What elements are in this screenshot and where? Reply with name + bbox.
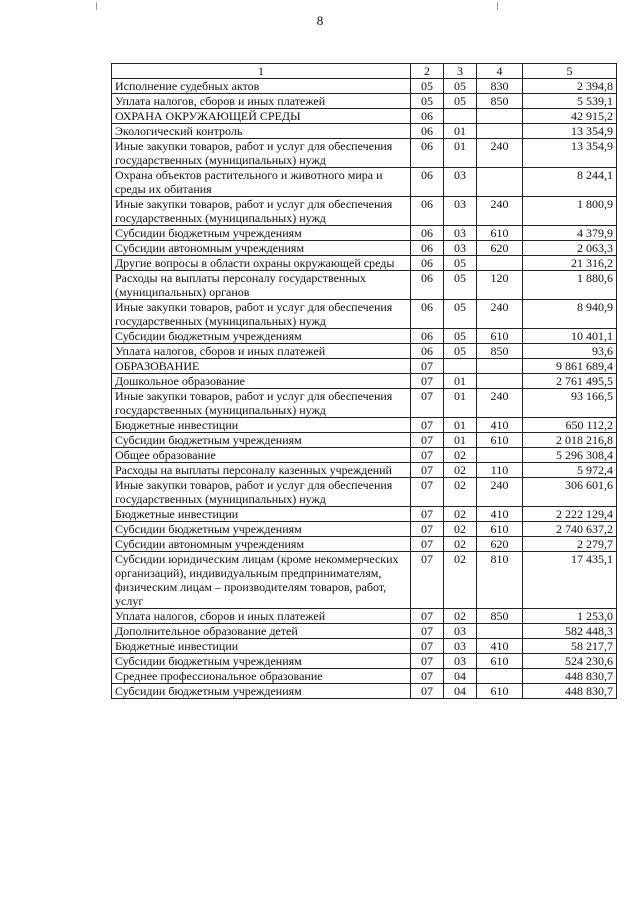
section-code-cell: 06 bbox=[411, 241, 444, 256]
amount-cell: 2 063,3 bbox=[523, 241, 617, 256]
section-code-cell: 07 bbox=[411, 609, 444, 624]
amount-cell: 2 222 129,4 bbox=[523, 507, 617, 522]
table-row bbox=[112, 654, 617, 669]
amount-cell: 1 880,6 bbox=[523, 271, 617, 300]
section-code-cell: 06 bbox=[411, 256, 444, 271]
section-code-cell: 06 bbox=[411, 139, 444, 168]
section-code-cell: 07 bbox=[411, 654, 444, 669]
table-row bbox=[112, 418, 617, 433]
section-code-cell: 07 bbox=[411, 418, 444, 433]
amount-cell: 2 740 637,2 bbox=[523, 522, 617, 537]
expense-type-code-cell: 410 bbox=[477, 418, 523, 433]
table-row bbox=[112, 389, 617, 418]
amount-cell: 2 394,8 bbox=[523, 79, 617, 94]
expense-type-code-cell: 410 bbox=[477, 507, 523, 522]
subsection-code-cell: 02 bbox=[444, 552, 477, 609]
item-name-cell: Среднее профессиональное образование bbox=[112, 669, 411, 684]
expense-type-code-cell: 850 bbox=[477, 609, 523, 624]
table-row bbox=[112, 639, 617, 654]
item-name-cell: Субсидии бюджетным учреждениям bbox=[112, 522, 411, 537]
amount-cell: 9 861 689,4 bbox=[523, 359, 617, 374]
amount-cell: 582 448,3 bbox=[523, 624, 617, 639]
amount-cell: 2 279,7 bbox=[523, 537, 617, 552]
subsection-code-cell: 02 bbox=[444, 448, 477, 463]
expense-type-code-cell bbox=[477, 109, 523, 124]
item-name-cell: Дополнительное образование детей bbox=[112, 624, 411, 639]
item-name-cell: Субсидии автономным учреждениям bbox=[112, 537, 411, 552]
item-name-cell: Бюджетные инвестиции bbox=[112, 639, 411, 654]
subsection-code-cell bbox=[444, 359, 477, 374]
expense-type-code-cell: 620 bbox=[477, 241, 523, 256]
header-row bbox=[112, 64, 617, 79]
table-row bbox=[112, 669, 617, 684]
subsection-code-cell: 01 bbox=[444, 374, 477, 389]
expense-type-code-cell bbox=[477, 669, 523, 684]
subsection-code-cell: 01 bbox=[444, 139, 477, 168]
subsection-code-cell: 03 bbox=[444, 624, 477, 639]
table-row bbox=[112, 300, 617, 329]
subsection-code-cell: 02 bbox=[444, 507, 477, 522]
table-row bbox=[112, 609, 617, 624]
amount-cell: 17 435,1 bbox=[523, 552, 617, 609]
item-name-cell: Иные закупки товаров, работ и услуг для обеспечения государственных (муниципальных) нужд bbox=[112, 197, 411, 226]
table-row bbox=[112, 359, 617, 374]
item-name-cell: Охрана объектов растительного и животного мира и среды их обитания bbox=[112, 168, 411, 197]
expense-type-code-cell: 240 bbox=[477, 139, 523, 168]
item-name-cell: Субсидии бюджетным учреждениям bbox=[112, 226, 411, 241]
section-code-cell: 07 bbox=[411, 389, 444, 418]
section-code-cell: 07 bbox=[411, 537, 444, 552]
table-row bbox=[112, 241, 617, 256]
item-name-cell: Бюджетные инвестиции bbox=[112, 418, 411, 433]
expense-type-code-cell bbox=[477, 624, 523, 639]
section-code-cell: 06 bbox=[411, 226, 444, 241]
expense-type-code-cell bbox=[477, 359, 523, 374]
subsection-code-cell: 04 bbox=[444, 669, 477, 684]
expense-type-code-cell: 850 bbox=[477, 344, 523, 359]
subsection-code-cell: 04 bbox=[444, 684, 477, 699]
table-row bbox=[112, 624, 617, 639]
subsection-code-cell: 05 bbox=[444, 329, 477, 344]
subsection-code-cell: 05 bbox=[444, 344, 477, 359]
section-code-cell: 05 bbox=[411, 94, 444, 109]
amount-cell: 448 830,7 bbox=[523, 669, 617, 684]
header-cell-1: 1 bbox=[112, 64, 411, 79]
section-code-cell: 07 bbox=[411, 684, 444, 699]
section-code-cell: 07 bbox=[411, 463, 444, 478]
header-cell-5: 5 bbox=[523, 64, 617, 79]
expense-type-code-cell: 110 bbox=[477, 463, 523, 478]
expense-type-code-cell: 610 bbox=[477, 329, 523, 344]
amount-cell: 5 539,1 bbox=[523, 94, 617, 109]
amount-cell: 8 940,9 bbox=[523, 300, 617, 329]
amount-cell: 58 217,7 bbox=[523, 639, 617, 654]
table-row bbox=[112, 463, 617, 478]
expense-type-code-cell: 850 bbox=[477, 94, 523, 109]
item-name-cell: Субсидии бюджетным учреждениям bbox=[112, 329, 411, 344]
amount-cell: 10 401,1 bbox=[523, 329, 617, 344]
table-row bbox=[112, 374, 617, 389]
expense-type-code-cell bbox=[477, 448, 523, 463]
table-row bbox=[112, 256, 617, 271]
table-body bbox=[112, 64, 617, 699]
amount-cell: 93 166,5 bbox=[523, 389, 617, 418]
table-row bbox=[112, 537, 617, 552]
amount-cell: 42 915,2 bbox=[523, 109, 617, 124]
amount-cell: 5 972,4 bbox=[523, 463, 617, 478]
item-name-cell: Дошкольное образование bbox=[112, 374, 411, 389]
amount-cell: 5 296 308,4 bbox=[523, 448, 617, 463]
table-row bbox=[112, 552, 617, 609]
table-row bbox=[112, 226, 617, 241]
page-number: 8 bbox=[316, 13, 324, 28]
expense-type-code-cell: 610 bbox=[477, 226, 523, 241]
expense-type-code-cell bbox=[477, 168, 523, 197]
section-code-cell: 07 bbox=[411, 374, 444, 389]
item-name-cell: Уплата налогов, сборов и иных платежей bbox=[112, 94, 411, 109]
subsection-code-cell: 03 bbox=[444, 226, 477, 241]
subsection-code-cell: 03 bbox=[444, 654, 477, 669]
item-name-cell: ОБРАЗОВАНИЕ bbox=[112, 359, 411, 374]
table-row bbox=[112, 433, 617, 448]
expense-type-code-cell: 240 bbox=[477, 197, 523, 226]
section-code-cell: 06 bbox=[411, 329, 444, 344]
amount-cell: 650 112,2 bbox=[523, 418, 617, 433]
subsection-code-cell: 02 bbox=[444, 463, 477, 478]
item-name-cell: ОХРАНА ОКРУЖАЮЩЕЙ СРЕДЫ bbox=[112, 109, 411, 124]
section-code-cell: 06 bbox=[411, 168, 444, 197]
expense-type-code-cell: 120 bbox=[477, 271, 523, 300]
subsection-code-cell: 01 bbox=[444, 124, 477, 139]
table-row bbox=[112, 168, 617, 197]
table-row bbox=[112, 139, 617, 168]
expense-type-code-cell: 240 bbox=[477, 300, 523, 329]
item-name-cell: Исполнение судебных актов bbox=[112, 79, 411, 94]
subsection-code-cell: 03 bbox=[444, 241, 477, 256]
table-row bbox=[112, 329, 617, 344]
subsection-code-cell: 05 bbox=[444, 256, 477, 271]
item-name-cell: Общее образование bbox=[112, 448, 411, 463]
section-code-cell: 06 bbox=[411, 300, 444, 329]
expense-type-code-cell bbox=[477, 374, 523, 389]
subsection-code-cell: 02 bbox=[444, 537, 477, 552]
table-row bbox=[112, 79, 617, 94]
amount-cell: 21 316,2 bbox=[523, 256, 617, 271]
amount-cell: 524 230,6 bbox=[523, 654, 617, 669]
expense-type-code-cell bbox=[477, 124, 523, 139]
expense-type-code-cell: 240 bbox=[477, 478, 523, 507]
item-name-cell: Субсидии бюджетным учреждениям bbox=[112, 654, 411, 669]
subsection-code-cell: 03 bbox=[444, 197, 477, 226]
item-name-cell: Уплата налогов, сборов и иных платежей bbox=[112, 609, 411, 624]
item-name-cell: Иные закупки товаров, работ и услуг для обеспечения государственных (муниципальных) нужд bbox=[112, 478, 411, 507]
subsection-code-cell: 05 bbox=[444, 94, 477, 109]
subsection-code-cell bbox=[444, 109, 477, 124]
table-row bbox=[112, 507, 617, 522]
table-row bbox=[112, 197, 617, 226]
subsection-code-cell: 05 bbox=[444, 79, 477, 94]
expense-type-code-cell: 810 bbox=[477, 552, 523, 609]
section-code-cell: 07 bbox=[411, 552, 444, 609]
section-code-cell: 07 bbox=[411, 478, 444, 507]
section-code-cell: 07 bbox=[411, 359, 444, 374]
expense-type-code-cell bbox=[477, 256, 523, 271]
amount-cell: 448 830,7 bbox=[523, 684, 617, 699]
expense-type-code-cell: 610 bbox=[477, 433, 523, 448]
scan-mark bbox=[497, 2, 498, 10]
table-row bbox=[112, 271, 617, 300]
table-row bbox=[112, 478, 617, 507]
amount-cell: 1 800,9 bbox=[523, 197, 617, 226]
subsection-code-cell: 01 bbox=[444, 433, 477, 448]
item-name-cell: Иные закупки товаров, работ и услуг для обеспечения государственных (муниципальных) нужд bbox=[112, 139, 411, 168]
item-name-cell: Иные закупки товаров, работ и услуг для обеспечения государственных (муниципальных) нужд bbox=[112, 300, 411, 329]
item-name-cell: Расходы на выплаты персоналу казенных учреждений bbox=[112, 463, 411, 478]
section-code-cell: 06 bbox=[411, 124, 444, 139]
item-name-cell: Иные закупки товаров, работ и услуг для обеспечения государственных (муниципальных) нужд bbox=[112, 389, 411, 418]
table-row bbox=[112, 344, 617, 359]
subsection-code-cell: 02 bbox=[444, 522, 477, 537]
header-cell-4: 4 bbox=[477, 64, 523, 79]
expense-type-code-cell: 610 bbox=[477, 522, 523, 537]
section-code-cell: 07 bbox=[411, 639, 444, 654]
subsection-code-cell: 02 bbox=[444, 478, 477, 507]
item-name-cell: Субсидии юридическим лицам (кроме некоммерческих организаций), индивидуальным предпринимателям, физическим лицам – производителям товаров, работ, услуг bbox=[112, 552, 411, 609]
item-name-cell: Субсидии бюджетным учреждениям bbox=[112, 433, 411, 448]
amount-cell: 13 354,9 bbox=[523, 124, 617, 139]
budget-table bbox=[111, 63, 617, 699]
scan-mark bbox=[96, 2, 97, 10]
item-name-cell: Расходы на выплаты персоналу государственных (муниципальных) органов bbox=[112, 271, 411, 300]
item-name-cell: Экологический контроль bbox=[112, 124, 411, 139]
subsection-code-cell: 03 bbox=[444, 639, 477, 654]
subsection-code-cell: 03 bbox=[444, 168, 477, 197]
section-code-cell: 06 bbox=[411, 197, 444, 226]
table-row bbox=[112, 109, 617, 124]
section-code-cell: 06 bbox=[411, 344, 444, 359]
expense-type-code-cell: 610 bbox=[477, 654, 523, 669]
amount-cell: 13 354,9 bbox=[523, 139, 617, 168]
subsection-code-cell: 02 bbox=[444, 609, 477, 624]
section-code-cell: 06 bbox=[411, 109, 444, 124]
item-name-cell: Уплата налогов, сборов и иных платежей bbox=[112, 344, 411, 359]
subsection-code-cell: 01 bbox=[444, 389, 477, 418]
section-code-cell: 05 bbox=[411, 79, 444, 94]
amount-cell: 4 379,9 bbox=[523, 226, 617, 241]
header-cell-3: 3 bbox=[444, 64, 477, 79]
amount-cell: 93,6 bbox=[523, 344, 617, 359]
item-name-cell: Субсидии бюджетным учреждениям bbox=[112, 684, 411, 699]
item-name-cell: Другие вопросы в области охраны окружающей среды bbox=[112, 256, 411, 271]
amount-cell: 1 253,0 bbox=[523, 609, 617, 624]
table-row bbox=[112, 684, 617, 699]
item-name-cell: Бюджетные инвестиции bbox=[112, 507, 411, 522]
table-row bbox=[112, 522, 617, 537]
expense-type-code-cell: 610 bbox=[477, 684, 523, 699]
section-code-cell: 07 bbox=[411, 669, 444, 684]
table-row bbox=[112, 124, 617, 139]
section-code-cell: 07 bbox=[411, 448, 444, 463]
expense-type-code-cell: 410 bbox=[477, 639, 523, 654]
subsection-code-cell: 05 bbox=[444, 300, 477, 329]
section-code-cell: 07 bbox=[411, 507, 444, 522]
section-code-cell: 06 bbox=[411, 271, 444, 300]
section-code-cell: 07 bbox=[411, 624, 444, 639]
section-code-cell: 07 bbox=[411, 433, 444, 448]
amount-cell: 2 018 216,8 bbox=[523, 433, 617, 448]
amount-cell: 2 761 495,5 bbox=[523, 374, 617, 389]
table-row bbox=[112, 94, 617, 109]
amount-cell: 306 601,6 bbox=[523, 478, 617, 507]
subsection-code-cell: 05 bbox=[444, 271, 477, 300]
expense-type-code-cell: 240 bbox=[477, 389, 523, 418]
header-cell-2: 2 bbox=[411, 64, 444, 79]
table-row bbox=[112, 448, 617, 463]
amount-cell: 8 244,1 bbox=[523, 168, 617, 197]
expense-type-code-cell: 620 bbox=[477, 537, 523, 552]
subsection-code-cell: 01 bbox=[444, 418, 477, 433]
expense-type-code-cell: 830 bbox=[477, 79, 523, 94]
item-name-cell: Субсидии автономным учреждениям bbox=[112, 241, 411, 256]
section-code-cell: 07 bbox=[411, 522, 444, 537]
